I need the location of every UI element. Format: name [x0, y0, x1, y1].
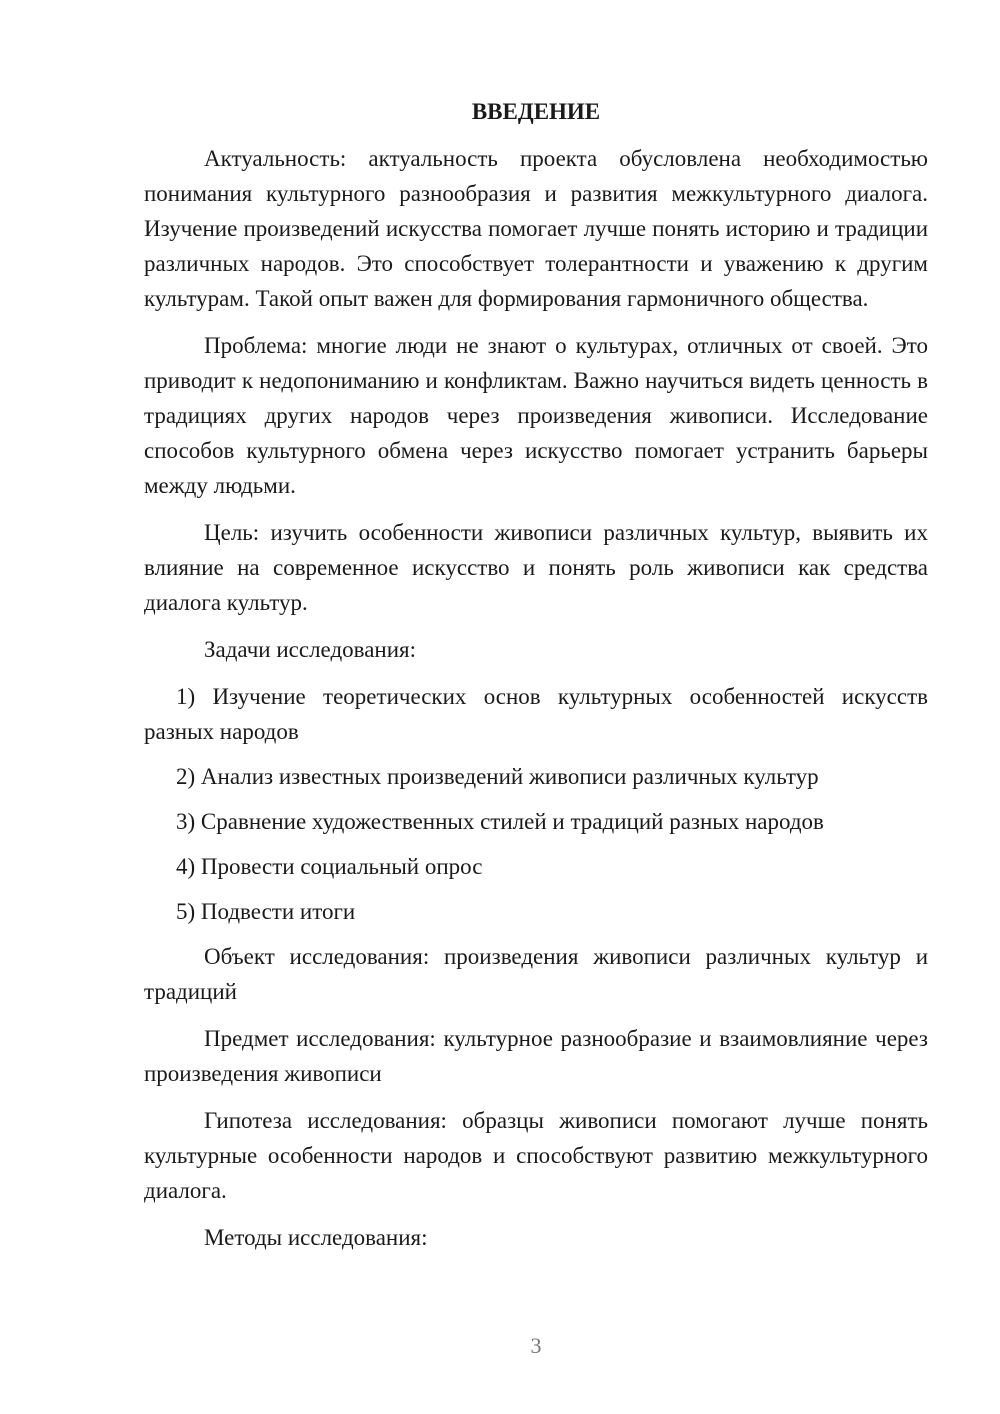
list-item: 3) Сравнение художественных стилей и традиций разных народов [176, 809, 824, 834]
paragraph-relevance: Актуальность: актуальность проекта обусловлена необходимостью понимания культурного разнообразия и развития межкультурного диалога. Изучение произведений искусства помогает лучше понять историю и традиции различных народов. Это способствует толерантности и уважению к другим культурам. Такой опыт важен для формирования гармоничного общества. [144, 146, 928, 311]
list-item: 1) Изучение теоретических основ культурных особенностей искусств разных народов [144, 684, 928, 744]
paragraph-object: Объект исследования: произведения живописи различных культур и традиций [144, 944, 928, 1004]
paragraph-goal: Цель: изучить особенности живописи различных культур, выявить их влияние на современное искусство и понять роль живописи как средства диалога культур. [144, 520, 928, 615]
paragraph-hypothesis: Гипотеза исследования: образцы живописи помогают лучше понять культурные особенности народов и способствуют развитию межкультурного диалога. [144, 1108, 928, 1203]
page-title: ВВЕДЕНИЕ [471, 99, 601, 124]
paragraph-problem: Проблема: многие люди не знают о культурах, отличных от своей. Это приводит к недопониманию и конфликтам. Важно научиться видеть ценность в традициях других народов через произведения живописи. Исследование способов культурного обмена через искусство помогает устранить барьеры между людьми. [144, 333, 928, 498]
paragraph-subject: Предмет исследования: культурное разнообразие и взаимовлияние через произведения живописи [144, 1026, 928, 1086]
page-content [144, 94, 928, 1267]
tasks-list [144, 679, 928, 929]
methods-heading: Методы исследования: [204, 1225, 428, 1250]
list-item: 5) Подвести итоги [176, 899, 356, 924]
list-item: 2) Анализ известных произведений живописи различных культур [176, 764, 819, 789]
list-item: 4) Провести социальный опрос [176, 854, 483, 879]
page-number: 3 [530, 1333, 542, 1358]
tasks-heading: Задачи исследования: [204, 637, 417, 662]
